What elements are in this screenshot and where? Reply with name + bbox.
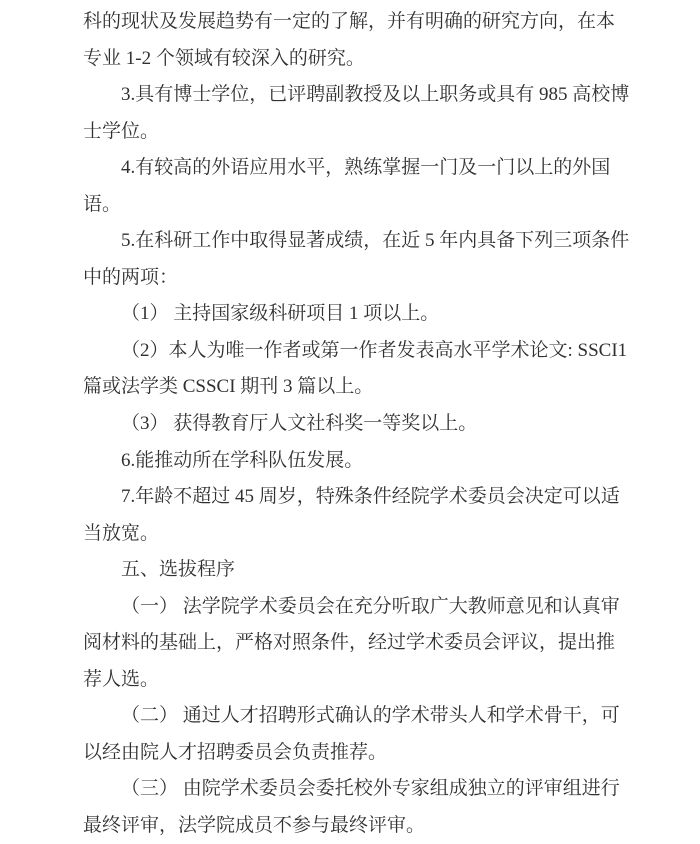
text-line: （一） 法学院学术委员会在充分听取广大教师意见和认真审: [121, 595, 620, 617]
text-line: 篇或法学类 CSSCI 期刊 3 篇以上。: [83, 376, 374, 398]
text-line: 5.在科研工作中取得显著成绩，在近 5 年内具备下列三项条件: [121, 230, 630, 252]
text-line: 科的现状及发展趋势有一定的了解，并有明确的研究方向，在本: [83, 11, 616, 32]
text-line: 7.年龄不超过 45 周岁，特殊条件经院学术委员会决定可以适: [121, 486, 620, 508]
text-line: （二） 通过人才招聘形式确认的学术带头人和学术骨干，可: [121, 705, 620, 727]
text-line: 专业 1-2 个领域有较深入的研究。: [83, 47, 365, 69]
text-line: 6.能推动所在学科队伍发展。: [121, 449, 364, 471]
text-line: 当放宽。: [83, 522, 160, 544]
text-line: 以经由院人才招聘委员会负责推荐。: [83, 741, 388, 763]
text-line: 五、选拔程序: [121, 559, 236, 581]
text-line: 荐人选。: [83, 668, 160, 690]
text-line: 4.有较高的外语应用水平，熟练掌握一门及一门以上的外国: [121, 157, 611, 179]
text-line: 语。: [83, 193, 122, 215]
text-line: 士学位。: [83, 120, 160, 142]
document-body: [83, 4, 628, 844]
text-line: （2）本人为唯一作者或第一作者发表高水平学术论文: SSCI1: [121, 339, 628, 361]
text-line: （三） 由院学术委员会委托校外专家组成独立的评审组进行: [121, 778, 620, 800]
text-line: （3） 获得教育厅人文社科奖一等奖以上。: [121, 413, 478, 435]
text-line: （1） 主持国家级科研项目 1 项以上。: [121, 303, 440, 325]
text-line: 3.具有博士学位，已评聘副教授及以上职务或具有 985 高校博: [121, 84, 630, 106]
text-line: 中的两项：: [83, 266, 179, 288]
text-line: 阅材料的基础上，严格对照条件，经过学术委员会评议，提出推: [83, 632, 616, 654]
text-line: 最终评审，法学院成员不参与最终评审。: [83, 815, 426, 837]
